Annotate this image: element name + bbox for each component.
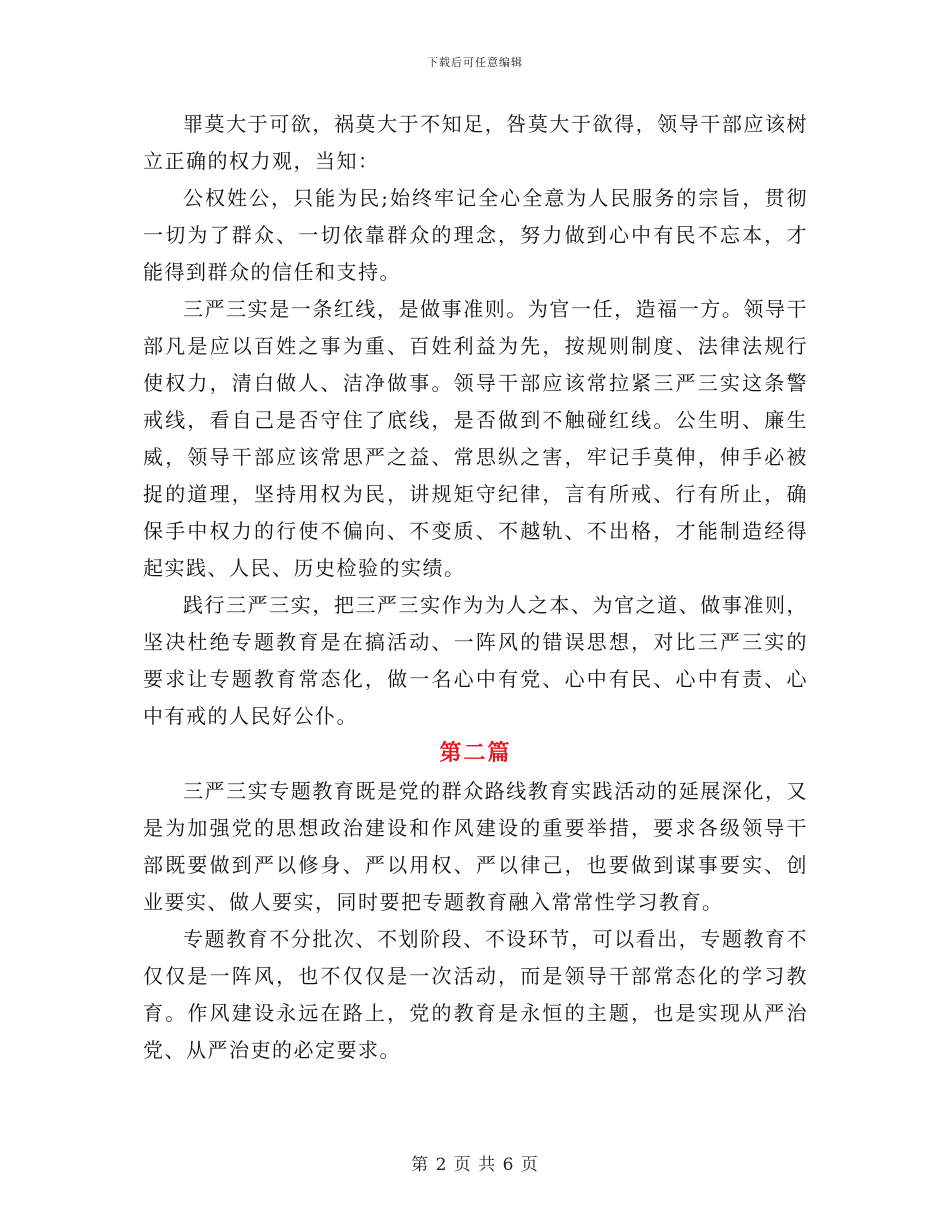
- section-title: 第二篇: [439, 741, 512, 766]
- paragraph: 专题教育不分批次、不划阶段、不设环节，可以看出，专题教育不仅仅是一阵风，也不仅仅是一次活动，而是领导干部常态化的学习教育。作风建设永远在路上，党的教育是永恒的主题，也是实现从严治党、从严治吏的必定要求。: [143, 927, 808, 1062]
- paragraph: 公权姓公，只能为民;始终牢记全心全意为人民服务的宗旨，贯彻一切为了群众、一切依靠群众的理念，努力做到心中有民不忘本，才能得到群众的信任和支持。: [143, 186, 808, 284]
- page-footer: 第 2 页 共 6 页: [411, 1155, 539, 1175]
- paragraph: 践行三严三实，把三严三实作为为人之本、为官之道、做事准则，坚决杜绝专题教育是在搞活动、一阵风的错误思想，对比三严三实的要求让专题教育常态化，做一名心中有党、心中有民、心中有责、心中有戒的人民好公仆。: [143, 593, 808, 728]
- paragraph: 三严三实是一条红线，是做事准则。为官一任，造福一方。领导干部凡是应以百姓之事为重、百姓利益为先，按规则制度、法律法规行使权力，清白做人、洁净做事。领导干部应该常拉紧三严三实这条警戒线，看自己是否守住了底线，是否做到不触碰红线。公生明、廉生威，领导干部应该常思严之益、常思纵之害，牢记手莫伸，伸手必被捉的道理，坚持用权为民，讲规矩守纪律，言有所戒、行有所止，确保手中权力的行使不偏向、不变质、不越轨、不出格，才能制造经得起实践、人民、历史检验的实绩。: [143, 297, 808, 580]
- page-header: 下载后可任意编辑: [427, 56, 523, 69]
- document-body: [143, 106, 808, 1069]
- paragraph: 三严三实专题教育既是党的群众路线教育实践活动的延展深化，又是为加强党的思想政治建设和作风建设的重要举措，要求各级领导干部既要做到严以修身、严以用权、严以律己，也要做到谋事要实、创业要实、做人要实，同时要把专题教育融入常常性学习教育。: [143, 779, 808, 914]
- paragraph: 罪莫大于可欲，祸莫大于不知足，咎莫大于欲得，领导干部应该树立正确的权力观，当知：: [143, 112, 808, 173]
